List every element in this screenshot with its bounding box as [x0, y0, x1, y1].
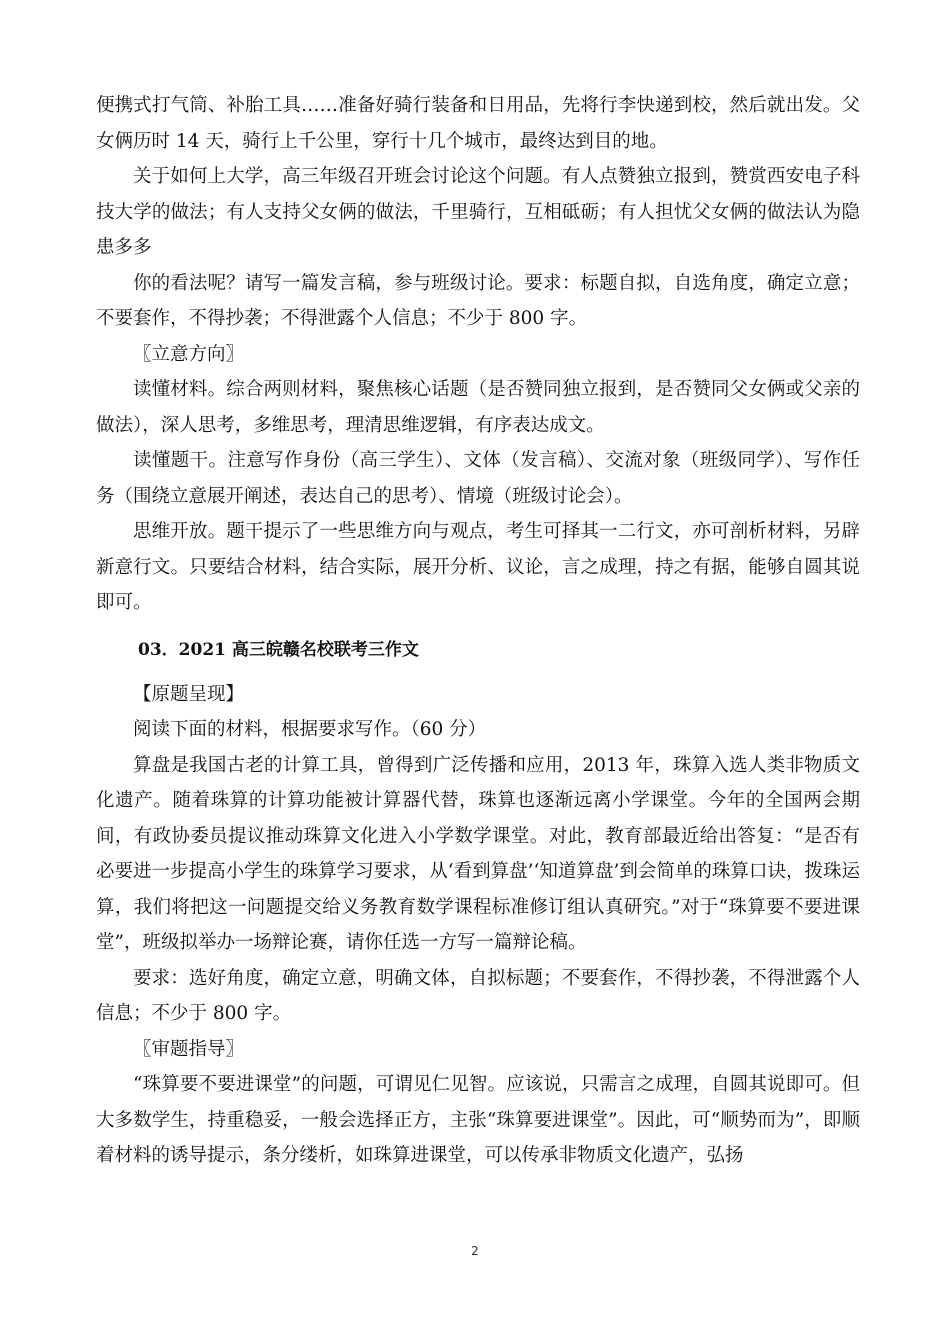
paragraph-read-prompt: 读懂题干。注意写作身份（高三学生）、文体（发言稿）、交流对象（班级同学）、写作任务（围绕立意展开阐述，表达自己的思考）、情境（班级讨论会）。 — [96, 450, 860, 507]
document-body — [96, 88, 860, 1174]
page-number: 2 — [471, 1244, 479, 1258]
paragraph-requirements: 要求：选好角度，确定立意，明确文体，自拟标题；不要套作，不得抄袭，不得泄露个人信息；不少于 800 字。 — [96, 967, 860, 1024]
paragraph-read-material: 读懂材料。综合两则材料，聚焦核心话题（是否赞同独立报到，是否赞同父女俩或父亲的做法），深人思考，多维思考，理清思维逻辑，有序表达成文。 — [96, 379, 860, 436]
section-label-review-guidance: 〖审题指导〗 — [133, 1038, 245, 1060]
paragraph-writing-requirement: 你的看法呢？请写一篇发言稿，参与班级讨论。要求：标题自拟，自选角度，确定立意；不要套作，不得抄袭；不得泄露个人信息；不少于 800 字。 — [96, 272, 860, 329]
paragraph-travel-preparation: 便携式打气筒、补胎工具……准备好骑行装备和日用品，先将行李快递到校，然后就出发。父女俩历时 14 天，骑行上千公里，穿行十几个城市，最终达到目的地。 — [96, 95, 860, 152]
section-label-theme-direction: 〖立意方向〗 — [133, 343, 245, 365]
section-label-original-question: 【原题呈现】 — [133, 683, 245, 705]
paragraph-open-thinking: 思维开放。题干提示了一些思维方向与观点，考生可择其一二行文，亦可剖析材料，另辟新意行文。只要结合材料，结合实际，展开分析、议论，言之成理，持之有据，能够自圆其说即可。 — [96, 521, 860, 613]
section-heading-03: 03．2021 高三皖赣名校联考三作文 — [138, 639, 419, 660]
paragraph-reading-instruction: 阅读下面的材料，根据要求写作。（60 分） — [133, 719, 487, 740]
paragraph-guidance-text: “珠算要不要进课堂”的问题，可谓见仁见智。应该说，只需言之成理，自圆其说即可。但大多数学生，持重稳妥，一般会选择正方，主张“珠算要进课堂”。因此，可“顺势而为”，即顺着材料的诱导提示，条分缕析，如珠算进课堂，可以传承非物质文化遗产，弘扬 — [96, 1074, 860, 1166]
paragraph-class-discussion: 关于如何上大学，高三年级召开班会讨论这个问题。有人点赞独立报到，赞赏西安电子科技大学的做法；有人支持父女俩的做法，千里骑行，互相砥砺；有人担忧父女俩的做法认为隐患多多 — [96, 166, 860, 258]
paragraph-abacus-material: 算盘是我国古老的计算工具，曾得到广泛传播和应用，2013 年，珠算入选人类非物质文化遗产。随着珠算的计算功能被计算器代替，珠算也逐渐远离小学课堂。今年的全国两会期间，有政协委员提议推动珠算文化进入小学数学课堂。对此，教育部最近给出答复：“是否有必要进一步提高小学生的珠算学习要求，从‘看到算盘’‘知道算盘’到会简单的珠算口诀，拨珠运算，我们将把这一问题提交给义务教育数学课程标准修订组认真研究。”对于“珠算要不要进课堂”，班级拟举办一场辩论赛，请你任选一方写一篇辩论稿。 — [96, 754, 860, 953]
